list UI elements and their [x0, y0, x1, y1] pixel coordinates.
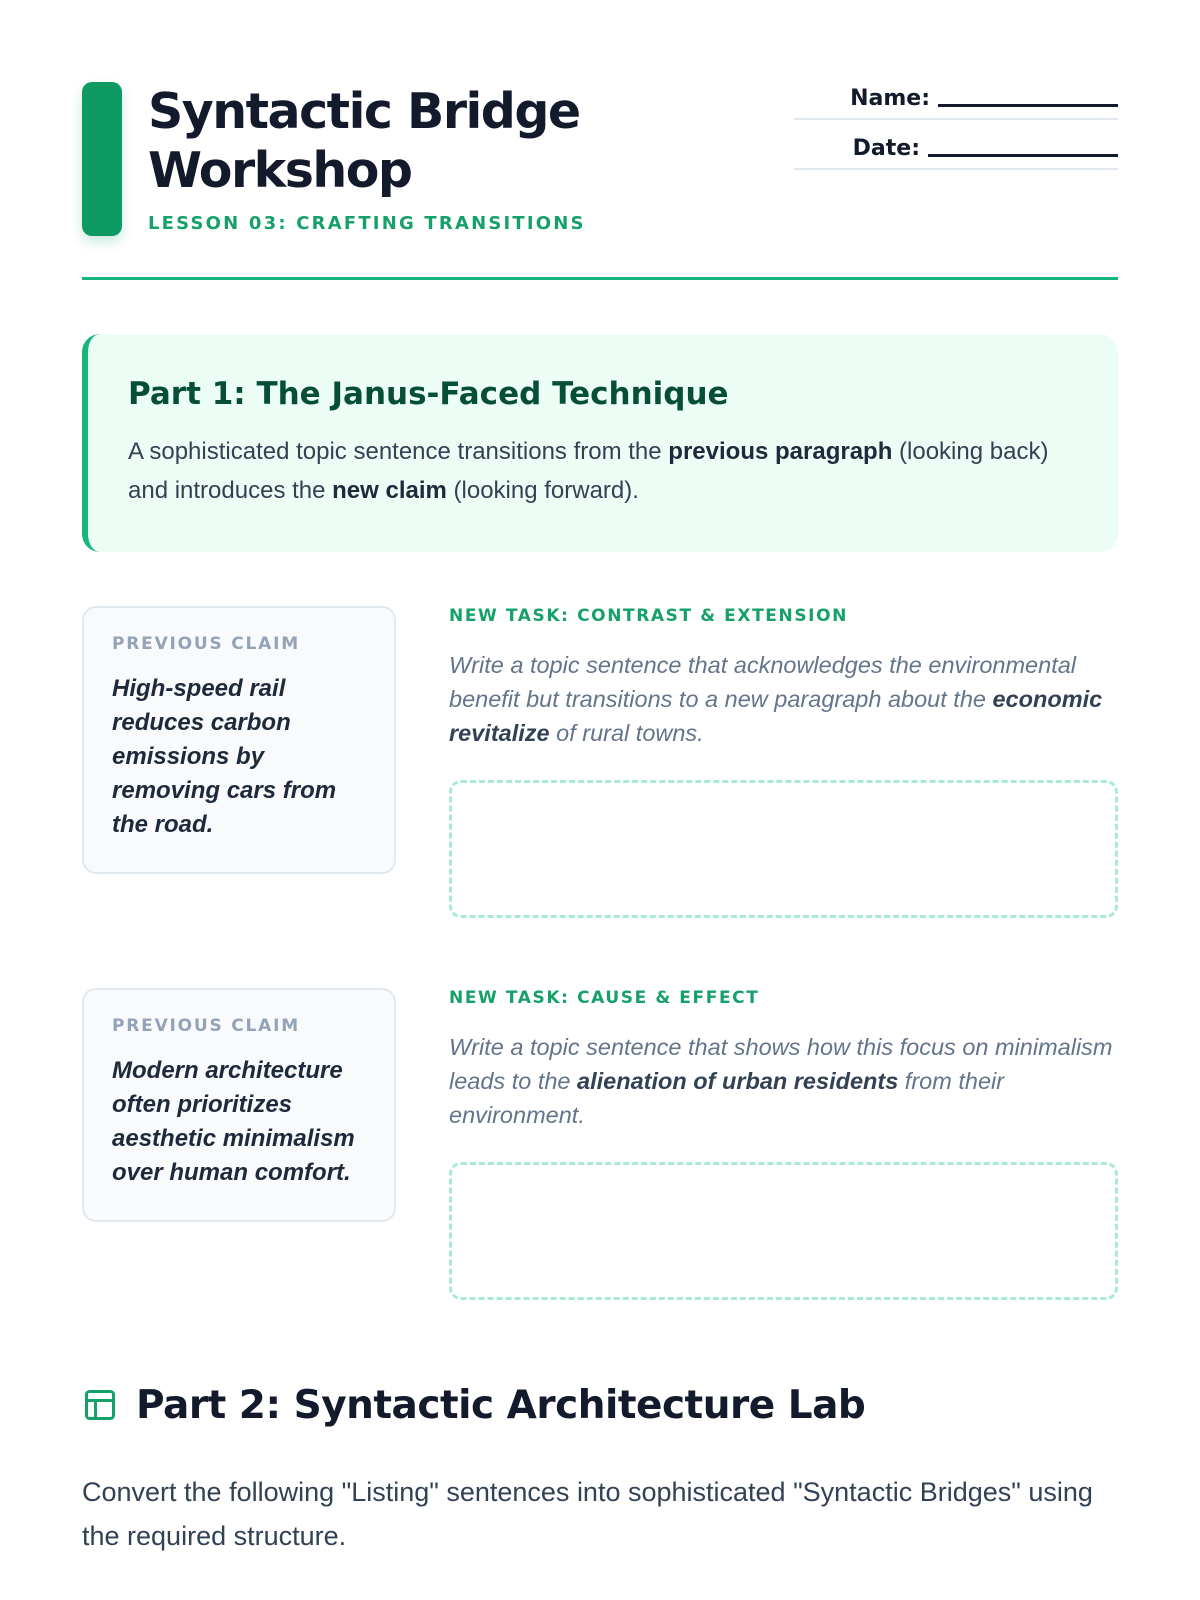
part1-text-segment: (looking forward). — [446, 477, 639, 504]
previous-claim-text: Modern architecture often prioritizes aesthetic minimalism over human comfort. — [112, 1057, 355, 1186]
part2-section — [82, 1380, 1118, 1558]
task-panel — [449, 988, 1118, 1300]
exercise-2 — [82, 988, 1118, 1308]
answer-box[interactable] — [449, 780, 1118, 918]
part2-title: Part 2: Syntactic Architecture Lab — [136, 1382, 866, 1428]
part1-text-segment: A sophisticated topic sentence transitions from the — [128, 438, 669, 465]
task-text-segment: from their environment. — [449, 1068, 1005, 1128]
lesson-subtitle: LESSON 03: CRAFTING TRANSITIONS — [148, 213, 586, 234]
previous-claim-label: PREVIOUS CLAIM — [112, 634, 300, 654]
exercise-1 — [82, 606, 1118, 926]
task-instructions — [449, 648, 1118, 750]
header-accent-bar — [82, 82, 122, 236]
name-blank-line[interactable] — [938, 82, 1118, 107]
task-label: NEW TASK: CONTRAST & EXTENSION — [449, 606, 848, 626]
name-field[interactable] — [794, 82, 1118, 120]
date-field[interactable] — [794, 132, 1118, 170]
previous-claim-card — [82, 606, 396, 874]
previous-claim-label: PREVIOUS CLAIM — [112, 1016, 300, 1036]
part2-heading — [82, 1380, 1118, 1430]
name-date-fields — [794, 82, 1118, 182]
task-label: NEW TASK: CAUSE & EFFECT — [449, 988, 760, 1008]
part1-text-segment: (looking back) and introduces the — [128, 438, 1049, 504]
worksheet-header — [82, 82, 1118, 280]
task-panel — [449, 606, 1118, 918]
page-title: Syntactic Bridge Workshop — [148, 83, 580, 199]
task-bold-phrase: economic revitalize — [449, 686, 1103, 746]
answer-box[interactable] — [449, 1162, 1118, 1300]
task-text-segment: Write a topic sentence that acknowledges the environmental benefit but transitions to a new paragraph about the — [449, 652, 1077, 712]
task-text-segment: Write a topic sentence that shows how this focus on minimalism leads to the — [449, 1034, 1113, 1094]
previous-claim-card — [82, 988, 396, 1222]
previous-claim-text: High-speed rail reduces carbon emissions by removing cars from the road. — [112, 675, 337, 838]
part1-bold-new-claim: new claim — [332, 477, 447, 504]
task-instructions — [449, 1030, 1118, 1132]
part1-bold-previous-paragraph: previous paragraph — [668, 438, 893, 465]
date-blank-line[interactable] — [928, 132, 1118, 157]
part1-callout — [82, 334, 1118, 552]
part2-instructions: Convert the following "Listing" sentences into sophisticated "Syntactic Bridges" using the required structure. — [82, 1477, 1093, 1551]
part1-description — [128, 432, 1078, 510]
layout-icon — [82, 1387, 118, 1423]
task-text-segment: of rural towns. — [549, 720, 704, 746]
name-label: Name: — [850, 86, 930, 111]
title-block — [148, 82, 668, 234]
part1-title: Part 1: The Janus-Faced Technique — [128, 376, 729, 412]
task-bold-phrase: alienation of urban residents — [577, 1068, 899, 1094]
date-label: Date: — [852, 136, 920, 161]
